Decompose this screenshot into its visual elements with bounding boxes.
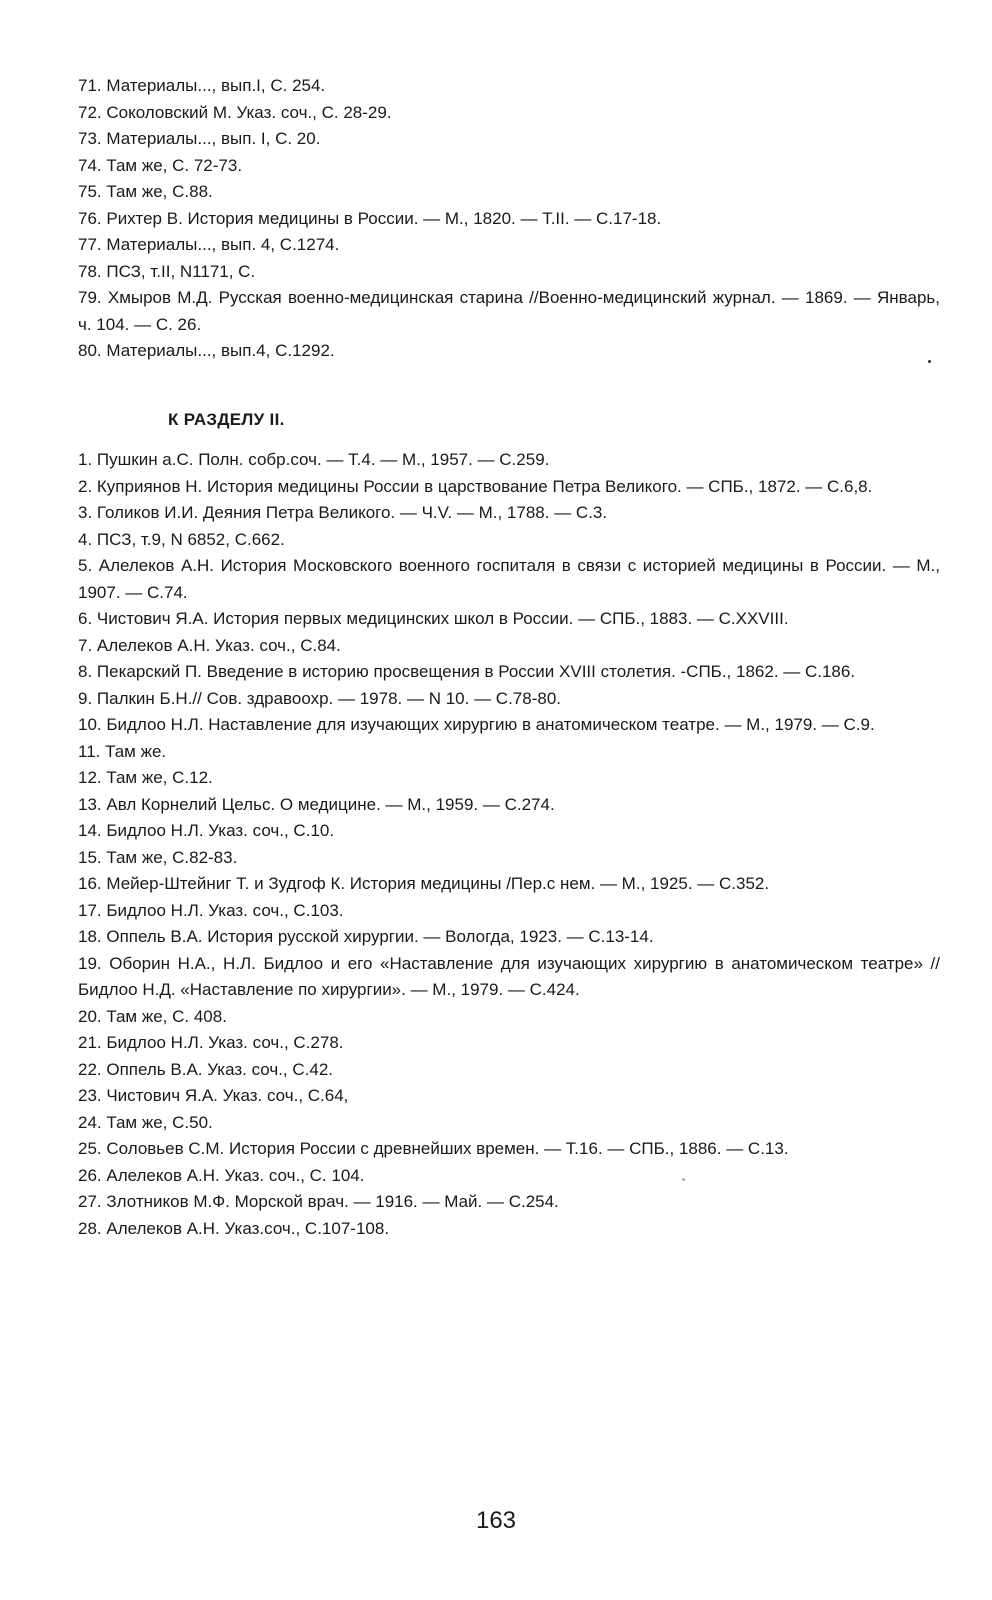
note-77: 77. Материалы..., вып. 4, С.1274. bbox=[78, 235, 340, 254]
note-9: 9. Палкин Б.Н.// Сов. здравоохр. — 1978. — N 10. — С.78-80. bbox=[78, 688, 561, 708]
note-16: 16. Мейер-Штейниг Т. и Зудгоф К. История медицины /Пер.с нем. — М., 1925. — С.352. bbox=[78, 874, 770, 893]
section-heading: К РАЗДЕЛУ II. bbox=[168, 410, 285, 429]
note-79: 79. Хмыров М.Д. Русская военно-медицинская старина //Военно-медицинский журнал. — 1869. — Январь, ч. 104. — С. 26. bbox=[78, 288, 940, 334]
note-3: 3. Голиков И.И. Деяния Петра Великого. — Ч.V. — М., 1788. — С.3. bbox=[78, 503, 608, 522]
note-72: 72. Соколовский М. Указ. соч., С. 28-29. bbox=[78, 102, 392, 122]
note-23: 23. Чистович Я.А. Указ. соч., С.64, bbox=[78, 1086, 349, 1105]
note-22: 22. Оппель В.А. Указ. соч., С.42. bbox=[78, 1059, 334, 1079]
notes-list-part1 bbox=[78, 73, 940, 365]
note-74: 74. Там же, С. 72-73. bbox=[78, 155, 243, 175]
note-28: 28. Алелеков А.Н. Указ.соч., С.107-108. bbox=[78, 1218, 390, 1238]
note-25: 25. Соловьев С.М. История России с древнейших времен. — Т.16. — СПБ., 1886. — С.13. bbox=[78, 1139, 789, 1158]
note-19: 19. Оборин Н.А., Н.Л. Бидлоо и его «Наставление для изучающих хирургию в анатомическом театре» // Бидлоо Н.Д. «Наставление по хирургии». — М., 1979. — С.424. bbox=[78, 953, 940, 999]
note-10: 10. Бидлоо Н.Л. Наставление для изучающих хирургию в анатомическом театре. — М., 1979. — С.9. bbox=[78, 715, 875, 734]
note-15: 15. Там же, С.82-83. bbox=[78, 847, 238, 867]
note-27: 27. Злотников М.Ф. Морской врач. — 1916. — Май. — С.254. bbox=[78, 1192, 559, 1211]
note-24: 24. Там же, С.50. bbox=[78, 1112, 213, 1132]
notes-list-part2 bbox=[78, 447, 940, 1242]
scan-speck bbox=[682, 1178, 685, 1181]
note-71: 71. Материалы..., вып.I, С. 254. bbox=[78, 76, 326, 95]
note-8: 8. Пекарский П. Введение в историю просвещения в России XVIII столетия. -СПБ., 1862. — С.186. bbox=[78, 662, 856, 681]
note-26: 26. Алелеков А.Н. Указ. соч., С. 104. bbox=[78, 1165, 365, 1185]
note-13: 13. Авл Корнелий Цельс. О медицине. — М., 1959. — С.274. bbox=[78, 794, 555, 814]
note-78: 78. ПСЗ, т.II, N1171, С. bbox=[78, 261, 256, 281]
page-number: 163 bbox=[475, 1507, 517, 1534]
note-12: 12. Там же, С.12. bbox=[78, 768, 213, 787]
note-6: 6. Чистович Я.А. История первых медицинских школ в России. — СПБ., 1883. — С.XXVIII. bbox=[78, 609, 789, 628]
note-17: 17. Бидлоо Н.Л. Указ. соч., С.103. bbox=[78, 900, 344, 920]
scan-speck bbox=[928, 360, 931, 363]
note-2: 2. Куприянов Н. История медицины России в царствование Петра Великого. — СПБ., 1872. — С.6,8. bbox=[78, 476, 873, 496]
note-80: 80. Материалы..., вып.4, С.1292. bbox=[78, 341, 335, 360]
note-18: 18. Оппель В.А. История русской хирургии. — Вологда, 1923. — С.13-14. bbox=[78, 927, 654, 946]
note-11: 11. Там же. bbox=[78, 741, 167, 761]
note-76: 76. Рихтер В. История медицины в России. — М., 1820. — Т.II. — С.17-18. bbox=[78, 208, 662, 228]
note-7: 7. Алелеков А.Н. Указ. соч., С.84. bbox=[78, 635, 341, 655]
note-1: 1. Пушкин а.С. Полн. собр.соч. — Т.4. — М., 1957. — С.259. bbox=[78, 450, 550, 469]
note-73: 73. Материалы..., вып. I, С. 20. bbox=[78, 129, 321, 148]
note-75: 75. Там же, С.88. bbox=[78, 182, 213, 201]
note-20: 20. Там же, С. 408. bbox=[78, 1006, 227, 1026]
note-4: 4. ПСЗ, т.9, N 6852, С.662. bbox=[78, 529, 285, 549]
note-5: 5. Алелеков А.Н. История Московского военного госпиталя в связи с историей медицины в России. — М., 1907. — С.74. bbox=[78, 556, 940, 602]
note-21: 21. Бидлоо Н.Л. Указ. соч., С.278. bbox=[78, 1033, 344, 1052]
note-14: 14. Бидлоо Н.Л. Указ. соч., С.10. bbox=[78, 821, 335, 840]
